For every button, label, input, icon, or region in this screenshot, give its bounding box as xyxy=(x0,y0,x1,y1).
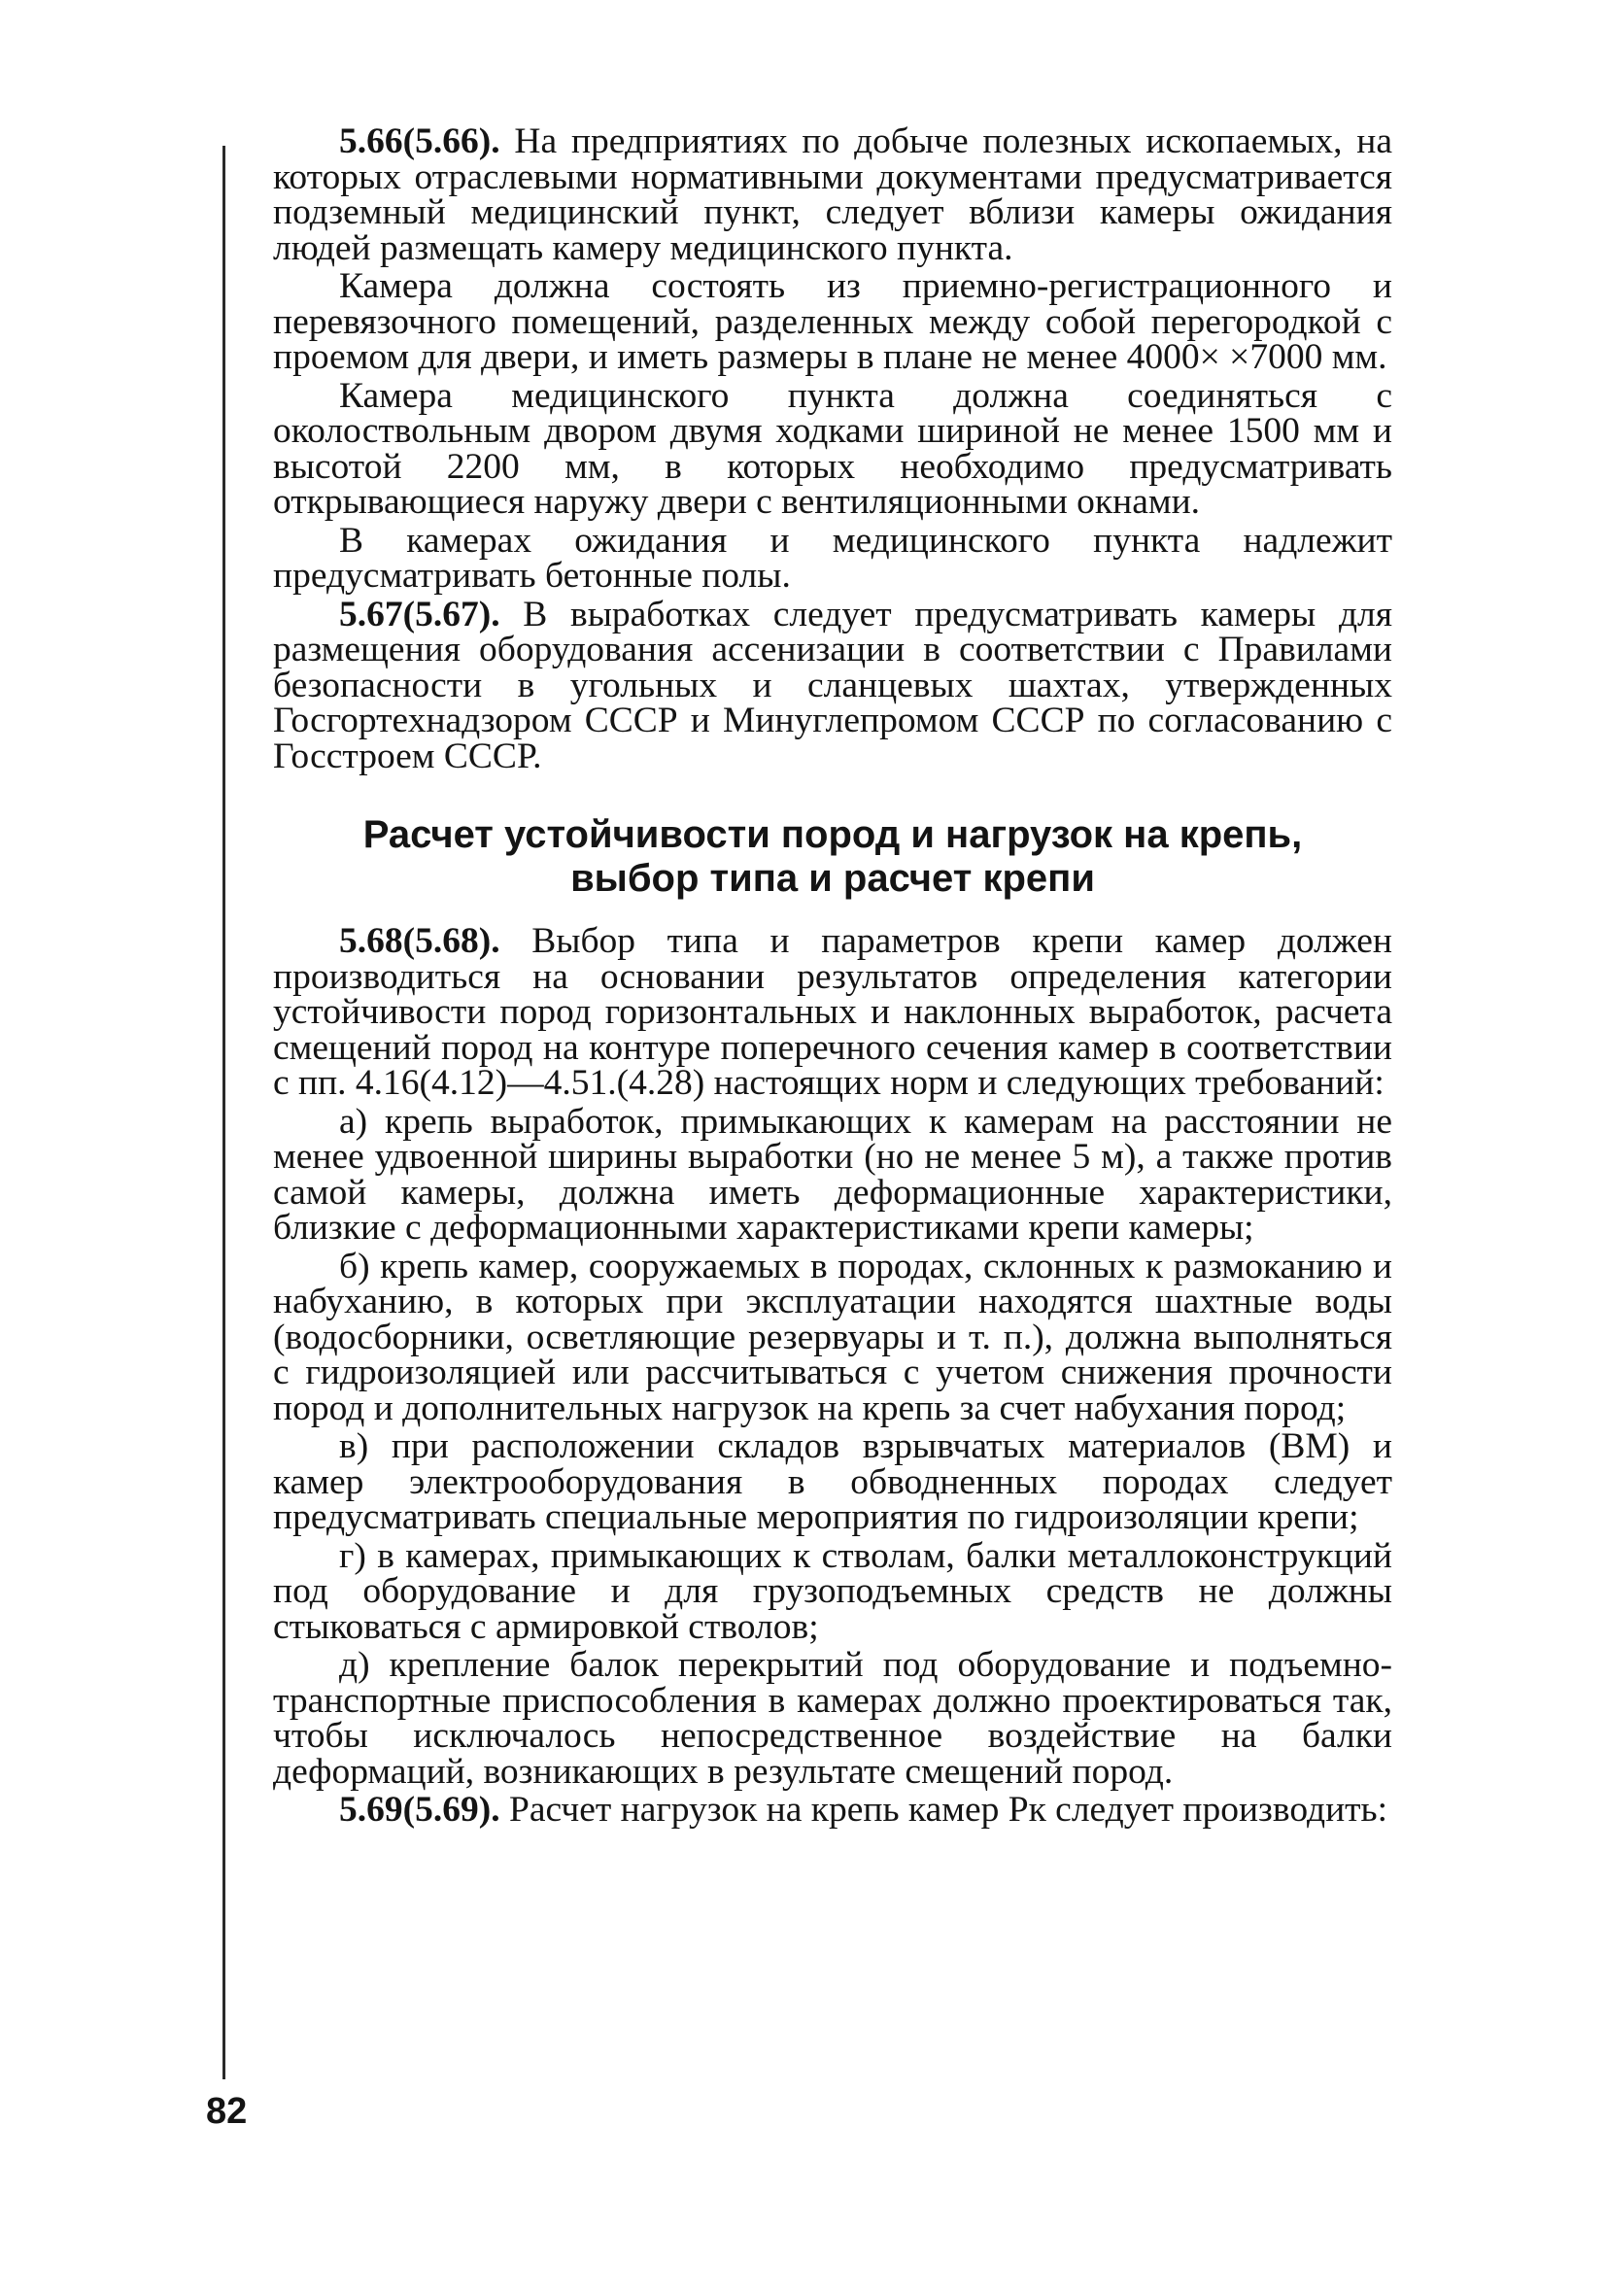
list-item-text: б) крепь камер, сооружаемых в породах, склонных к размоканию и набуханию, в которых при эксплуатации находятся шахтные воды (водосборники, осветляющие резервуары и т. п.), должна выполняться с гидроизоляцией или рассчитываться с учетом снижения прочности пород и дополнительных нагрузок на крепь за счет набухания пород; xyxy=(273,1246,1392,1428)
list-item-d xyxy=(273,1645,1392,1792)
paragraph-text: Камера медицинского пункта должна соединяться с околоствольным двором двумя ходками шириной не менее 1500 мм и высотой 2200 мм, в которых необходимо предусматривать открывающиеся наружу двери с вентиляционными окнами. xyxy=(273,375,1392,522)
list-item-g xyxy=(273,1535,1392,1647)
paragraph-5-68 xyxy=(273,921,1392,1103)
clause-number: 5.67(5.67). xyxy=(339,594,500,634)
paragraph-text: На предприятиях по добыче полезных ископаемых, на которых отраслевыми нормативными документами предусматривается подземный медицинский пункт, следует вблизи камеры ожидания людей размещать камеру медицинского пункта. xyxy=(273,121,1392,268)
paragraph-text: В выработках следует предусматривать камеры для размещения оборудования ассенизации в соответствии с Правилами безопасности в угольных и сланцевых шахтах, утвержденных Госгортехнадзором СССР и Минуглепромом СССР по согласованию с Госстроем СССР. xyxy=(273,594,1392,776)
paragraph-5-66 xyxy=(273,121,1392,268)
list-item-a xyxy=(273,1101,1392,1248)
list-item-text: в) при расположении складов взрывчатых материалов (ВМ) и камер электрооборудования в обводненных породах следует предусматривать специальные мероприятия по гидроизоляции крепи; xyxy=(273,1426,1392,1537)
paragraph-text: Выбор типа и параметров крепи камер должен производиться на основании результатов определения категории устойчивости пород горизонтальных и наклонных выработок, расчета смещений пород на контуре поперечного сечения камер в соответствии с пп. 4.16(4.12)—4.51.(4.28) настоящих норм и следующих требований: xyxy=(273,921,1392,1103)
list-item-text: а) крепь выработок, примыкающих к камерам на расстоянии не менее удвоенной ширины выработки (но не менее 5 м), а также против самой камеры, должна иметь деформационные характеристики, близкие с деформационными характеристиками крепи камеры; xyxy=(273,1101,1392,1248)
paragraph-5-69 xyxy=(273,1790,1392,1830)
margin-rule xyxy=(222,146,225,2079)
list-item-text: г) в камерах, примыкающих к стволам, балки металлоконструкций под оборудование и для грузоподъемных средств не должны стыковаться с армировкой стволов; xyxy=(273,1535,1392,1647)
section-heading xyxy=(273,813,1392,901)
page-number: 82 xyxy=(206,2091,248,2132)
paragraph-text: В камерах ожидания и медицинского пункта надлежит предусматривать бетонные полы. xyxy=(273,520,1392,596)
clause-number: 5.68(5.68). xyxy=(339,921,500,961)
paragraph-concrete-floors xyxy=(273,520,1392,596)
paragraph-text: Расчет нагрузок на крепь камер Pк следует производить: xyxy=(499,1790,1388,1830)
clause-number: 5.69(5.69). xyxy=(339,1790,500,1830)
list-item-b xyxy=(273,1246,1392,1428)
clause-number: 5.66(5.66). xyxy=(339,121,500,161)
paragraph-text: Камера должна состоять из приемно-регистрационного и перевязочного помещений, разделенных между собой перегородкой с проемом для двери, и иметь размеры в плане не менее 4000× ×7000 мм. xyxy=(273,266,1392,377)
list-item-v xyxy=(273,1426,1392,1537)
section-heading-line-2: выбор типа и расчет крепи xyxy=(570,857,1095,900)
paragraph-5-67 xyxy=(273,594,1392,776)
section-heading-line-1: Расчет устойчивости пород и нагрузок на крепь, xyxy=(362,813,1303,856)
text-body xyxy=(273,121,1392,1830)
paragraph-camera-composition xyxy=(273,266,1392,377)
paragraph-camera-connection xyxy=(273,375,1392,522)
list-item-text: д) крепление балок перекрытий под оборудование и подъемно-транспортные приспособления в камерах должно проектироваться так, чтобы исключалось непосредственное воздействие на балки деформаций, возникающих в результате смещений пород. xyxy=(273,1645,1392,1792)
